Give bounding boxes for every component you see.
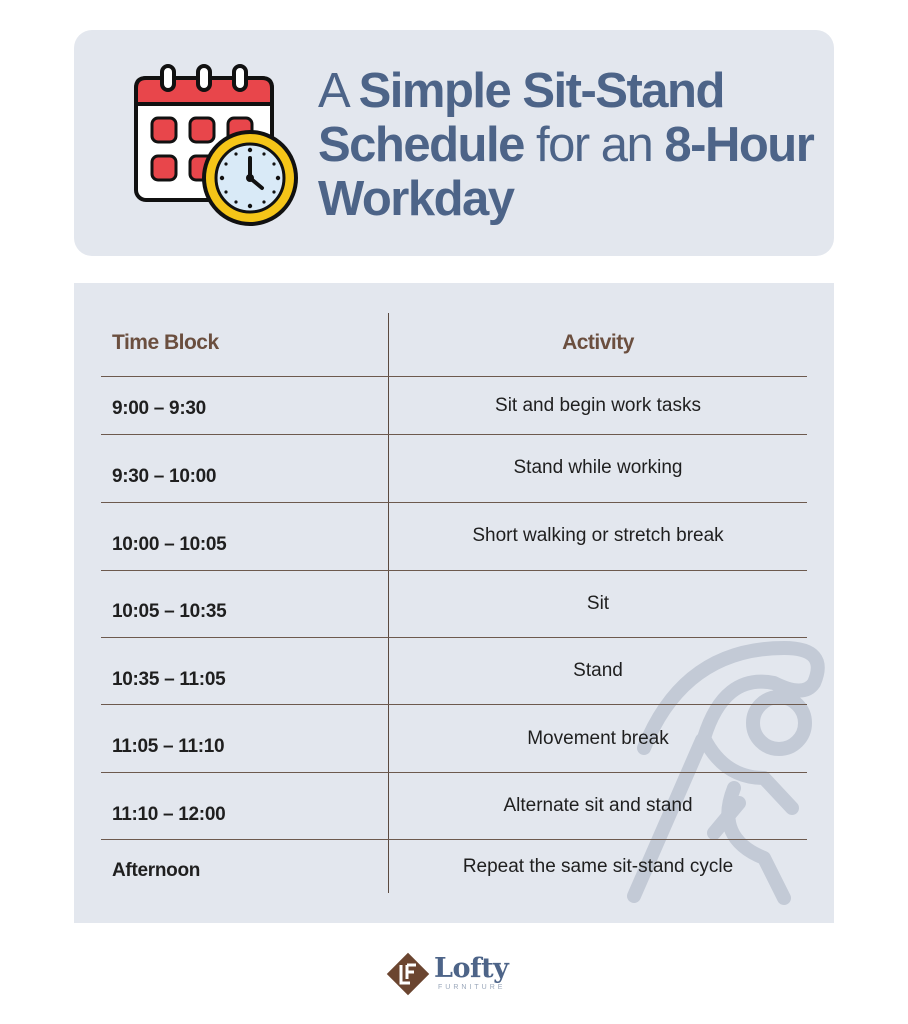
- header-card: [74, 30, 834, 256]
- time-cell: 10:05 – 10:35: [112, 601, 227, 622]
- time-cell: 9:00 – 9:30: [112, 398, 206, 419]
- row-divider: [101, 839, 807, 840]
- header-activity: Activity: [562, 331, 634, 354]
- logo-wordmark: Lofty: [434, 953, 509, 984]
- activity-cell: Sit: [586, 593, 610, 614]
- activity-cell: Stand while working: [513, 457, 683, 478]
- row-divider: [101, 376, 807, 377]
- time-cell: 10:35 – 11:05: [112, 669, 226, 690]
- activity-cell: Alternate sit and stand: [503, 795, 693, 816]
- time-cell: Afternoon: [112, 860, 201, 881]
- activity-cell: Short walking or stretch break: [472, 525, 724, 546]
- header-time-block: Time Block: [112, 331, 219, 354]
- row-divider: [101, 704, 807, 705]
- activity-cell: Movement break: [527, 728, 669, 749]
- activity-cell: Repeat the same sit-stand cycle: [462, 856, 734, 877]
- brand-logo: [386, 948, 526, 998]
- row-divider: [101, 434, 807, 435]
- title-part-3: for an: [523, 118, 665, 172]
- title-part-1: A: [318, 64, 359, 118]
- schedule-table: [74, 283, 834, 923]
- time-cell: 11:05 – 11:10: [112, 736, 225, 757]
- time-cell: 11:10 – 12:00: [112, 804, 226, 825]
- activity-cell: Sit and begin work tasks: [495, 395, 701, 416]
- row-divider: [101, 772, 807, 773]
- activity-cell: Stand: [573, 660, 623, 681]
- title-part-4: 8-Hour Workday: [318, 118, 814, 226]
- lofty-logo-icon: [386, 952, 430, 996]
- row-divider: [101, 570, 807, 571]
- calendar-clock-icon: [132, 64, 304, 234]
- time-cell: 10:00 – 10:05: [112, 534, 227, 555]
- row-divider: [101, 502, 807, 503]
- row-divider: [101, 637, 807, 638]
- time-cell: 9:30 – 10:00: [112, 466, 217, 487]
- title-part-2: Simple Sit-Stand Schedule: [318, 64, 724, 172]
- logo-subtext: FURNITURE: [438, 984, 506, 991]
- page-title: [318, 64, 818, 226]
